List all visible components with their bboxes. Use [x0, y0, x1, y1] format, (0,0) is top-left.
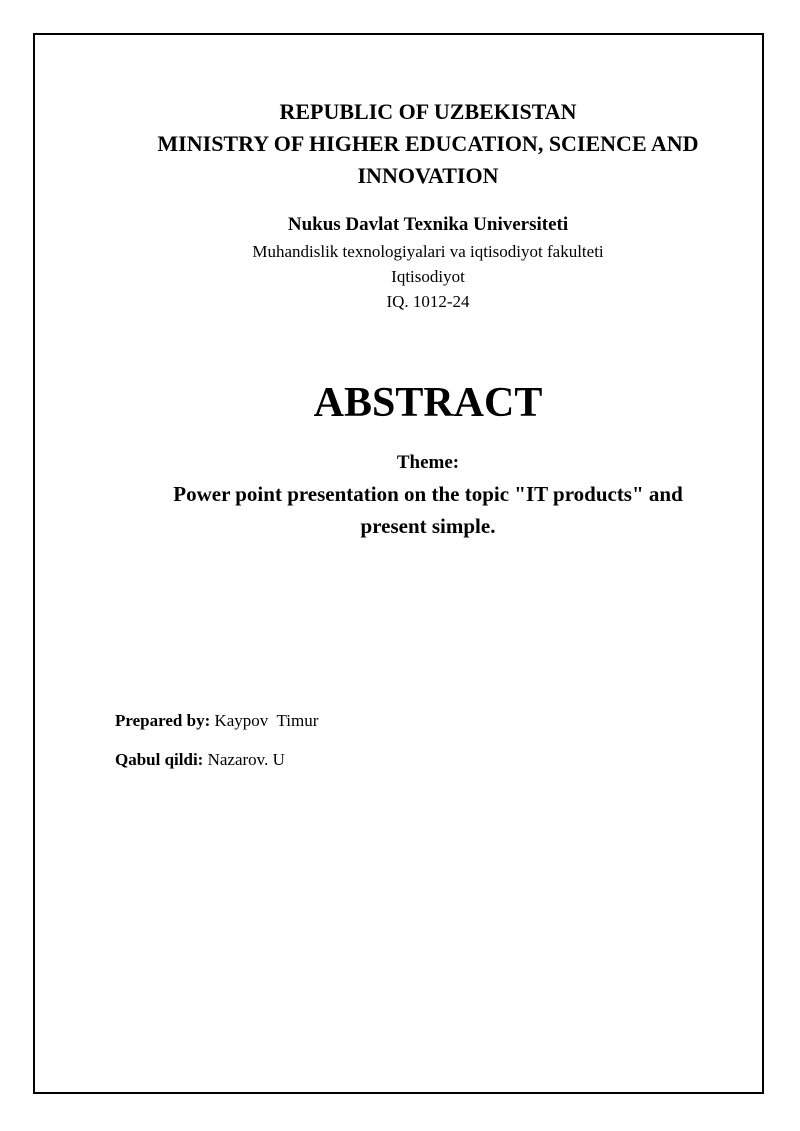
accepted-by	[115, 748, 285, 772]
prepared-by	[115, 709, 318, 733]
document-title: ABSTRACT	[313, 380, 543, 426]
faculty-name: Muhandislik texnologiyalari va iqtisodiyot fakulteti	[252, 242, 604, 261]
document-header	[0, 96, 800, 192]
theme-label: Theme:	[396, 452, 460, 473]
theme-text-line1: Power point presentation on the topic "IT products" and	[173, 482, 683, 506]
university-name: Nukus Davlat Texnika Universiteti	[287, 214, 569, 235]
header-ministry: MINISTRY OF HIGHER EDUCATION, SCIENCE AND	[157, 131, 699, 156]
header-ministry-cont: INNOVATION	[357, 163, 499, 188]
page-border	[33, 33, 764, 1094]
accepted-by-label: Qabul qildi:	[115, 750, 204, 769]
prepared-by-label: Prepared by:	[115, 711, 211, 730]
theme-text-line2: present simple.	[360, 514, 496, 538]
header-country: REPUBLIC OF UZBEKISTAN	[279, 99, 577, 124]
prepared-by-value: Kaypov Timur	[214, 711, 319, 730]
group-code: IQ. 1012-24	[386, 292, 470, 311]
accepted-by-value: Nazarov. U	[207, 750, 285, 769]
theme-text	[0, 478, 800, 542]
department-name: Iqtisodiyot	[391, 267, 465, 286]
